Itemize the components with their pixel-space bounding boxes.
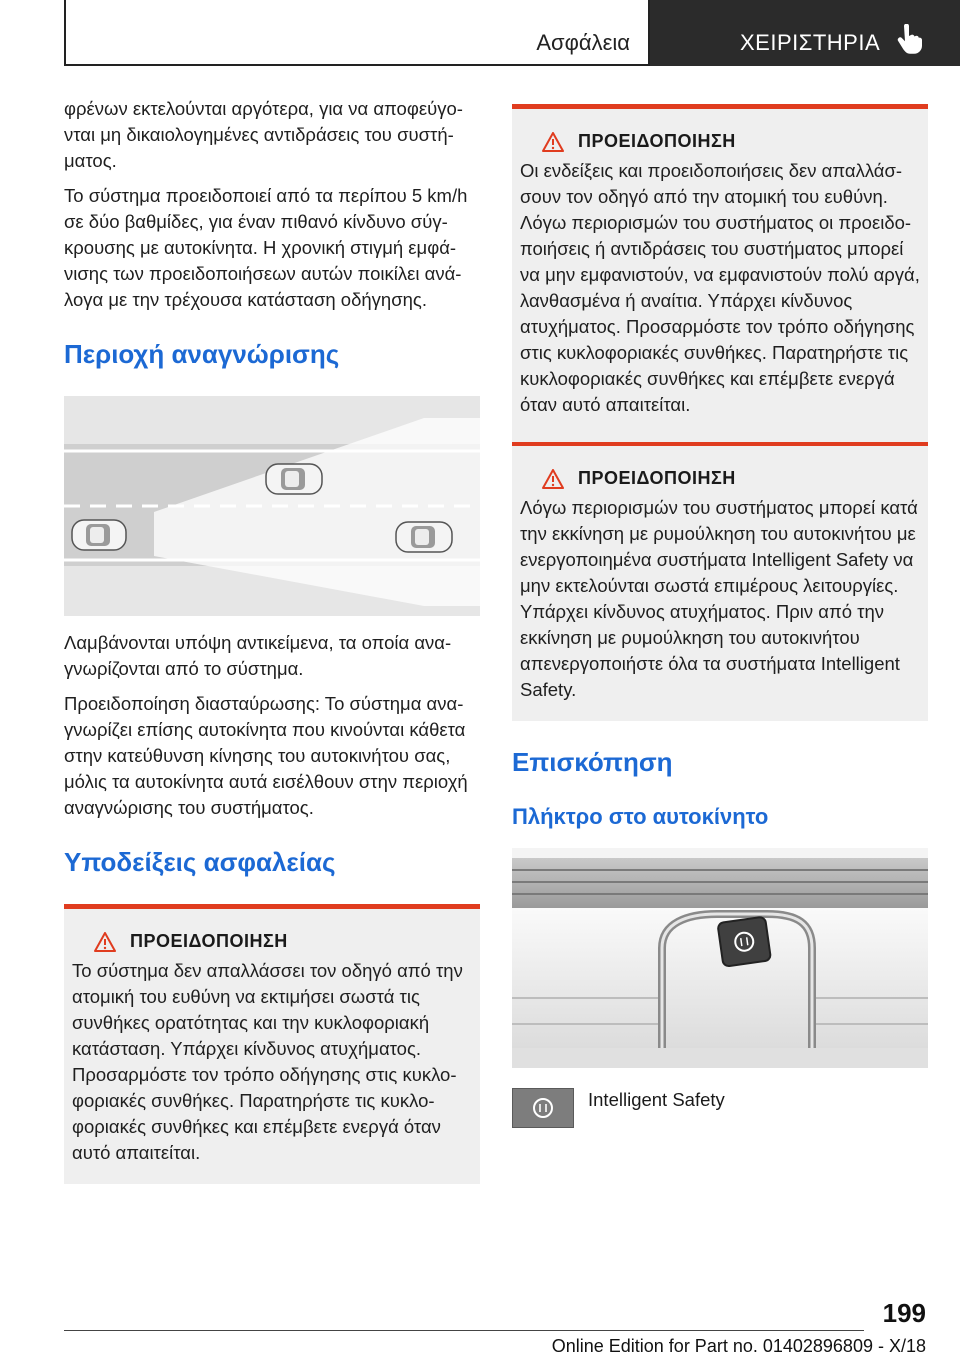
own-car [72,520,126,550]
warning-title: ΠΡΟΕΙΔΟΠΟΙΗΣΗ [130,931,288,951]
header-section-box [64,0,650,66]
road-diagram [64,396,480,616]
warning-box [512,104,928,442]
warning-text: Το σύστημα δεν απαλλάσσει τον οδηγό από την ατομική του ευθύνη να εκτιμήσει σωστά τις συνθήκες ορατότητας και την κυκλοφοριακή κατάσταση. Υπάρχει κίνδυνος ατυχήματος. Προσαρμόστε τον τρόπο οδήγησης στις κυκλοφοριακές συνθήκες. Παρατηρήστε τις κυκλοφοριακές συνθήκες και επέμβετε ενεργά όταν αυτό απαιτείται. [72,960,463,1163]
warning-text: Λόγω περιορισμών του συστήματος μπορεί κατά την εκκίνηση με ρυμούλκηση του αυτοκινήτου με ενεργοποιημένα συστήματα Intelligent Safety να μην εκτελούνται σωστά επιμέρους λειτουργίες. Υπάρχει κίνδυνος ατυχήματος. Πριν από την εκκίνηση με ρυμούλκηση του αυτοκινήτου απενεργοποιήστε όλα τα συστήματα Intelligent Safety. [520,497,918,700]
button-photo [512,848,928,1068]
heading-detection-area: Περιοχή αναγνώρισης [64,339,340,369]
warning-header [94,931,472,952]
heading-safety-notes: Υποδείξεις ασφαλείας [64,847,336,877]
legend-row [512,1088,928,1128]
dashboard-button-illustration [512,848,928,1068]
car-ahead-upper [266,464,322,494]
warning-triangle-icon [542,469,564,489]
footer-rule [64,1330,864,1331]
warning-header [542,468,920,489]
car-ahead-same-lane [396,522,452,552]
footer-edition: Online Edition for Part no. 01402896809 - X/18 [551,1336,926,1356]
warning-box [512,442,928,721]
header-manual-tab [650,0,960,66]
header-manual-label: ΧΕΙΡΙΣΤΗΡΙΑ [740,30,881,55]
hand-pointer-icon [896,24,922,54]
heading-button-in-car: Πλήκτρο στο αυτοκίνητο [512,804,769,829]
detection-area-illustration [64,396,480,616]
warning-triangle-icon [542,132,564,152]
body-paragraph: Το σύστημα προειδοποιεί από τα περίπου 5 km/h σε δύο βαθμίδες, για έναν πιθανό κίνδυνο σύγκρουσης με αυτοκίνητα. Η χρονική στιγμή εμφάνισης των προειδοποιήσεων αυτών ποικίλει ανάλογα με την τρέχουσα κατάσταση οδήγησης. [64,185,468,310]
body-paragraph: Λαμβάνονται υπόψη αντικείμενα, τα οποία αναγνωρίζονται από το σύστημα. [64,632,452,679]
left-column [64,96,480,1184]
warning-title: ΠΡΟΕΙΔΟΠΟΙΗΣΗ [578,468,736,488]
legend-label: Intelligent Safety [588,1089,725,1110]
body-paragraph: φρένων εκτελούνται αργότερα, για να αποφεύγονται μη δικαιολογημένες αντιδράσεις του συστήματος. [64,98,463,171]
intelligent-safety-icon [512,1088,574,1128]
right-column [512,104,928,1128]
heading-overview: Επισκόπηση [512,747,673,777]
header-section-title: Ασφάλεια [536,30,630,55]
warning-text: Οι ενδείξεις και προειδοποιήσεις δεν απαλλάσσουν τον οδηγό από την ατομική του ευθύνη. Λόγω περιορισμών του συστήματος οι προειδοποιήσεις ή αντιδράσεις του συστήματος μπορεί να μην εμφανιστούν, να εμφανιστούν πολύ αργά, λανθασμένα ή αναίτια. Υπάρχει κίνδυνος ατυχήματος. Προσαρμόστε τον τρόπο οδήγησης στις κυκλοφοριακές συνθήκες. Παρατηρήστε τις κυκλοφοριακές συνθήκες και επέμβετε ενεργά όταν αυτό απαιτείται. [520,160,920,415]
warning-triangle-icon [94,932,116,952]
warning-box [64,904,480,1184]
warning-title: ΠΡΟΕΙΔΟΠΟΙΗΣΗ [578,131,736,151]
safety-symbol [531,1096,555,1120]
page-number: 199 [882,1298,926,1328]
intelligent-safety-button [717,917,771,967]
warning-header [542,131,920,152]
body-paragraph: Προειδοποίηση διασταύρωσης: Το σύστημα αναγνωρίζει επίσης αυτοκίνητα που κινούνται κάθετα στην κατεύθυνση κίνησης του αυτοκινήτου σας, μόλις τα αυτοκίνητα αυτά εισέλθουν στην περιοχή αναγνώρισης του συστήματος. [64,693,468,818]
